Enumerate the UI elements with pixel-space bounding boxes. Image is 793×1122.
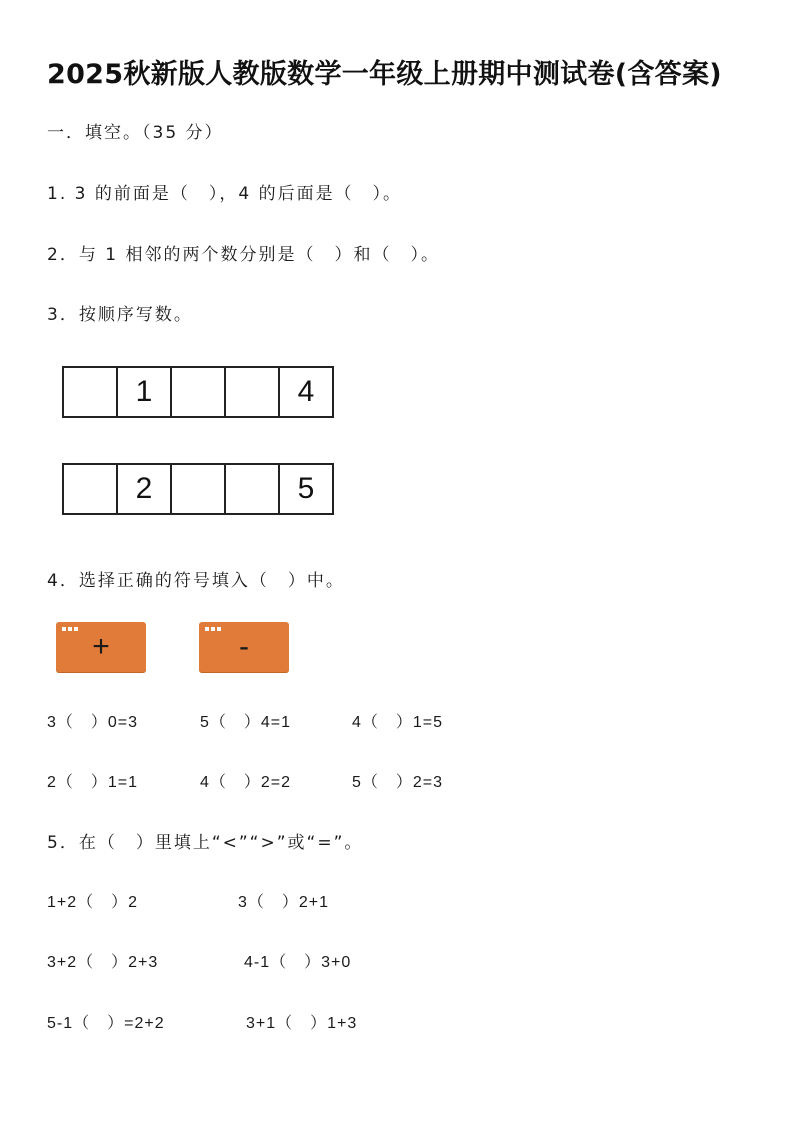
- sequence-cell: 4: [297, 375, 315, 408]
- expression: 4（ ）2=2: [200, 774, 292, 791]
- question-5-label: 5．在（ ）里填上“<”“>”或“=”。: [47, 833, 364, 853]
- sequence-cell[interactable]: [226, 368, 280, 416]
- expression: 5（ ）4=1: [200, 714, 292, 731]
- sequence-cell: 5: [297, 472, 315, 505]
- dots-icon: [205, 627, 221, 631]
- question-3-label: 3．按顺序写数。: [47, 305, 193, 325]
- question-4-label: 4．选择正确的符号填入（ ）中。: [47, 571, 345, 591]
- dots-icon: [62, 627, 78, 631]
- expression: 4-1（ ）3+0: [244, 954, 352, 971]
- expression: 3+2（ ）2+3: [47, 954, 159, 971]
- sequence-cell[interactable]: [172, 465, 226, 513]
- page-title: 2025秋新版人教版数学一年级上册期中测试卷(含答案): [47, 59, 722, 90]
- question-2: 2．与 1 相邻的两个数分别是（ ）和（ ）。: [47, 245, 440, 265]
- sequence-cell[interactable]: [64, 368, 118, 416]
- expression: 5-1（ ）=2+2: [47, 1015, 165, 1032]
- expression: 4（ ）1=5: [352, 714, 444, 731]
- expression: 5（ ）2=3: [352, 774, 444, 791]
- question-1: 1. 3 的前面是（ ），4 的后面是（ ）。: [47, 184, 403, 204]
- expression: 2（ ）1=1: [47, 774, 139, 791]
- expression: 3（ ）2+1: [238, 894, 330, 911]
- sequence-cell[interactable]: [172, 368, 226, 416]
- expression: 3（ ）0=3: [47, 714, 139, 731]
- sequence-cell[interactable]: [64, 465, 118, 513]
- sequence-cell[interactable]: [226, 465, 280, 513]
- expression: 3+1（ ）1+3: [246, 1015, 358, 1032]
- number-sequence-row-2: [62, 463, 334, 515]
- number-sequence-row-1: [62, 366, 334, 418]
- section-heading: 一．填空。（35 分）: [47, 123, 224, 143]
- sequence-cell: 1: [118, 368, 172, 416]
- sequence-cell: 2: [118, 465, 172, 513]
- minus-symbol: -: [239, 630, 249, 663]
- plus-button[interactable]: [56, 622, 146, 672]
- plus-symbol: +: [92, 630, 110, 663]
- expression: 1+2（ ）2: [47, 894, 139, 911]
- minus-button[interactable]: [199, 622, 289, 672]
